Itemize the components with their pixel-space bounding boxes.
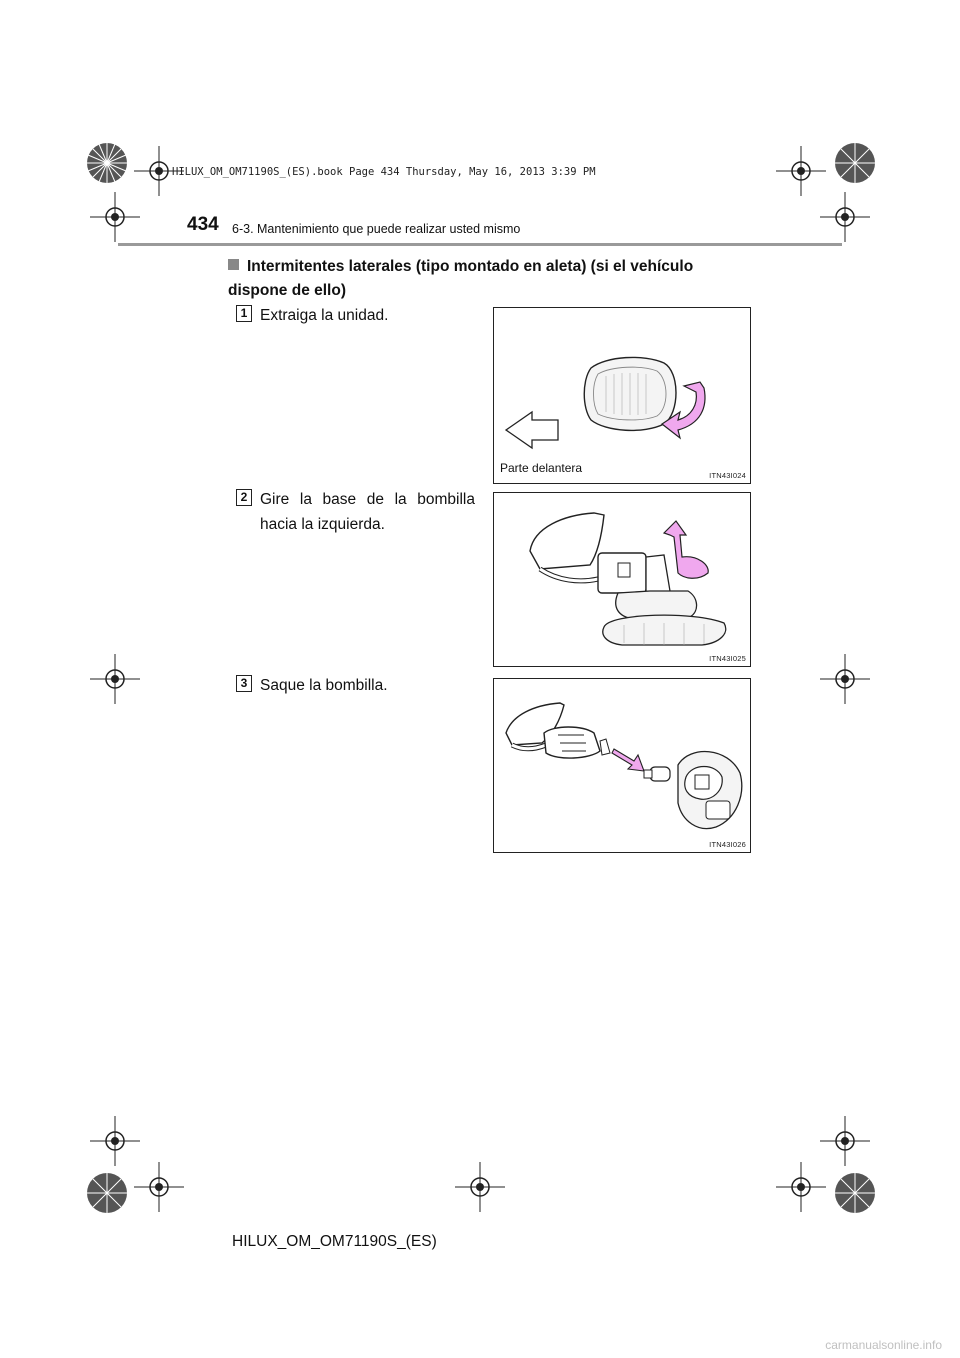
sunburst-registration-icon — [832, 1170, 878, 1216]
step-illustration — [493, 492, 751, 667]
crosshair-registration-icon — [90, 1116, 140, 1166]
bulb-base-rotation-illustration — [494, 493, 750, 666]
crosshair-registration-icon — [90, 654, 140, 704]
crosshair-registration-icon — [820, 1116, 870, 1166]
step-number-badge: 3 — [236, 675, 252, 692]
sunburst-registration-icon — [84, 140, 130, 186]
square-bullet-icon — [228, 259, 239, 270]
page-number: 434 — [187, 214, 219, 235]
chapter-title: 6-3. Mantenimiento que puede realizar usted mismo — [232, 222, 521, 236]
section-heading-text: Intermitentes laterales (tipo montado en aleta) (si el vehículo dispone de ello) — [228, 258, 694, 299]
figure-caption: Parte delantera — [500, 461, 583, 475]
crosshair-registration-icon — [90, 192, 140, 242]
figure-code: ITN43I024 — [709, 471, 746, 480]
figure-code: ITN43I025 — [709, 654, 746, 663]
crosshair-registration-icon — [134, 1162, 184, 1212]
header-rule — [118, 243, 842, 246]
crosshair-registration-icon — [820, 654, 870, 704]
step-instruction: Extraiga la unidad. — [260, 307, 389, 324]
step-illustration — [493, 678, 751, 853]
book-stamp: HILUX_OM_OM71190S_(ES).book Page 434 Thursday, May 16, 2013 3:39 PM — [172, 166, 596, 178]
step-instruction: Saque la bombilla. — [260, 677, 388, 694]
crosshair-registration-icon — [820, 192, 870, 242]
step-number-badge: 1 — [236, 305, 252, 322]
step-illustration — [493, 307, 751, 484]
crosshair-registration-icon — [776, 1162, 826, 1212]
sunburst-registration-icon — [832, 140, 878, 186]
step-instruction: Gire la base de la bombilla hacia la izquierda. — [260, 491, 475, 533]
watermark: carmanualsonline.info — [825, 1338, 942, 1352]
crosshair-registration-icon — [776, 146, 826, 196]
crosshair-registration-icon — [455, 1162, 505, 1212]
section-heading — [228, 255, 748, 303]
side-marker-removal-illustration — [494, 308, 750, 483]
figure-code: ITN43I026 — [709, 840, 746, 849]
bulb-removal-illustration — [494, 679, 750, 852]
document-code: HILUX_OM_OM71190S_(ES) — [232, 1233, 437, 1250]
step-number-badge: 2 — [236, 489, 252, 506]
sunburst-registration-icon — [84, 1170, 130, 1216]
